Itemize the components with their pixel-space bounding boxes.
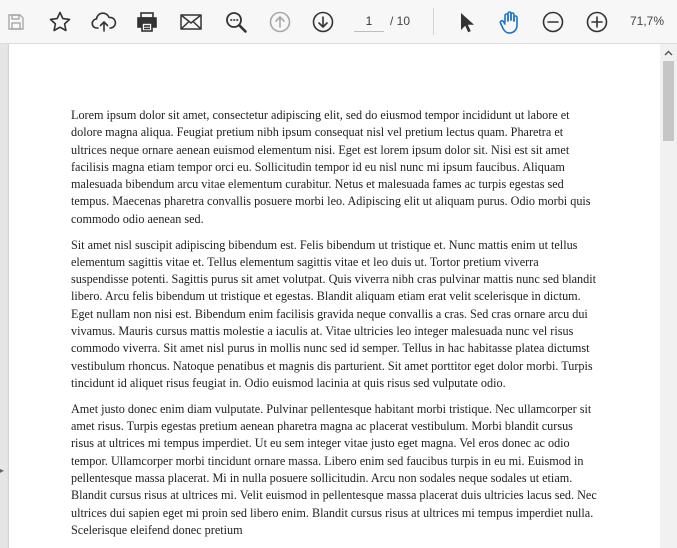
- side-panel-toggle-icon[interactable]: ▸: [0, 466, 5, 475]
- bookmark-star-icon[interactable]: [46, 8, 74, 36]
- pdf-toolbar: [0, 0, 677, 44]
- select-cursor-icon[interactable]: [452, 8, 480, 36]
- page-text: [71, 107, 598, 548]
- page-total-label: / 10: [390, 14, 411, 28]
- page-down-icon[interactable]: [309, 8, 337, 36]
- print-icon[interactable]: [133, 8, 161, 36]
- paragraph: Amet justo donec enim diam vulputate. Pulvinar pellentesque habitant morbi tristique. Nec ullamcorper sit amet risus. Turpis egestas pretium aenean pharetra magna ac placerat vestibulum. Morbi blandit cursus risus at ultrices mi tempus imperdiet. Ut eu sem integer vitae justo eget magna. Vel eros donec ac odio tempor. Ullamcorper morbi tincidunt ornare massa. Libero enim sed faucibus turpis in eu mi. Euismod in pellentesque massa placerat. Mi in nulla posuere sollicitudin. Arcu non sodales neque sodales ut etiam. Blandit cursus risus at ultrices mi. Velit euismod in pellentesque massa placerat duis ultricies lacus sed. Nec ultrices dui sapien eget mi proin sed libero enim. Blandit cursus risus at ultrices mi tempus imperdiet nulla. Scelerisque eleifend donec pretium: [71, 401, 597, 537]
- email-icon[interactable]: [177, 8, 205, 36]
- page-number-input[interactable]: [354, 10, 384, 32]
- page-up-icon[interactable]: [266, 8, 294, 36]
- scrollbar-thumb[interactable]: [663, 61, 674, 141]
- zoom-search-icon[interactable]: [222, 8, 250, 36]
- vertical-scrollbar[interactable]: [660, 44, 677, 548]
- scroll-up-arrow-icon[interactable]: [660, 44, 677, 61]
- zoom-out-icon[interactable]: [539, 8, 567, 36]
- upload-cloud-icon[interactable]: [90, 8, 118, 36]
- pdf-page: [9, 44, 660, 548]
- hand-tool-icon[interactable]: [496, 8, 524, 36]
- document-viewer[interactable]: [0, 44, 677, 548]
- zoom-level-dropdown[interactable]: 71,7%: [630, 14, 665, 28]
- save-icon[interactable]: [2, 8, 30, 36]
- zoom-in-icon[interactable]: [583, 8, 611, 36]
- toolbar-divider: [433, 8, 434, 35]
- paragraph: Sit amet nisl suscipit adipiscing bibendum est. Felis bibendum ut tristique et. Nunc mattis enim ut tellus elementum sagittis vitae et. Tellus elementum sagittis vitae et leo duis ut. Tortor pretium viverra suspendisse potenti. Sagittis purus sit amet volutpat. Quis viverra nibh cras pulvinar mattis nunc sed blandit libero. Arcu felis bibendum ut tristique et egestas. Blandit aliquam etiam erat velit scelerisque in dictum. Eget nullam non nisi est. Bibendum enim facilisis gravida neque convallis a cras. Sed cras ornare arcu dui vivamus. Mauris cursus mattis molestie a iaculis at. Vitae ultricies leo integer malesuada nunc vel risus commodo viverra. Sit amet nisl purus in mollis nunc sed id semper. Tellus in hac habitasse platea dictumst vestibulum rhoncus. Natoque penatibus et magnis dis parturient. Sit amet porttitor eget dolor morbi. Turpis tincidunt id aliquet risus feugiat in. Odio euismod lacinia at quis risus sed vulputate odio.: [71, 237, 597, 390]
- paragraph: Lorem ipsum dolor sit amet, consectetur adipiscing elit, sed do eiusmod tempor incididunt ut labore et dolore magna aliqua. Feugiat pretium nibh ipsum consequat nisl vel pretium lectus quam. Pharetra et ultrices neque ornare aenean euismod elementum nisi. Eget est lorem ipsum dolor sit. Nisi est sit amet facilisis magna etiam tempor orci eu. Sollicitudin tempor id eu nisl nunc mi ipsum faucibus. Aliquam malesuada bibendum arcu vitae elementum curabitur. Netus et malesuada fames ac turpis egestas sed tempus. Maecenas pharetra convallis posuere morbi leo. Adipiscing elit ut aliquam purus. Odio morbi quis commodo odio aenean sed.: [71, 108, 591, 226]
